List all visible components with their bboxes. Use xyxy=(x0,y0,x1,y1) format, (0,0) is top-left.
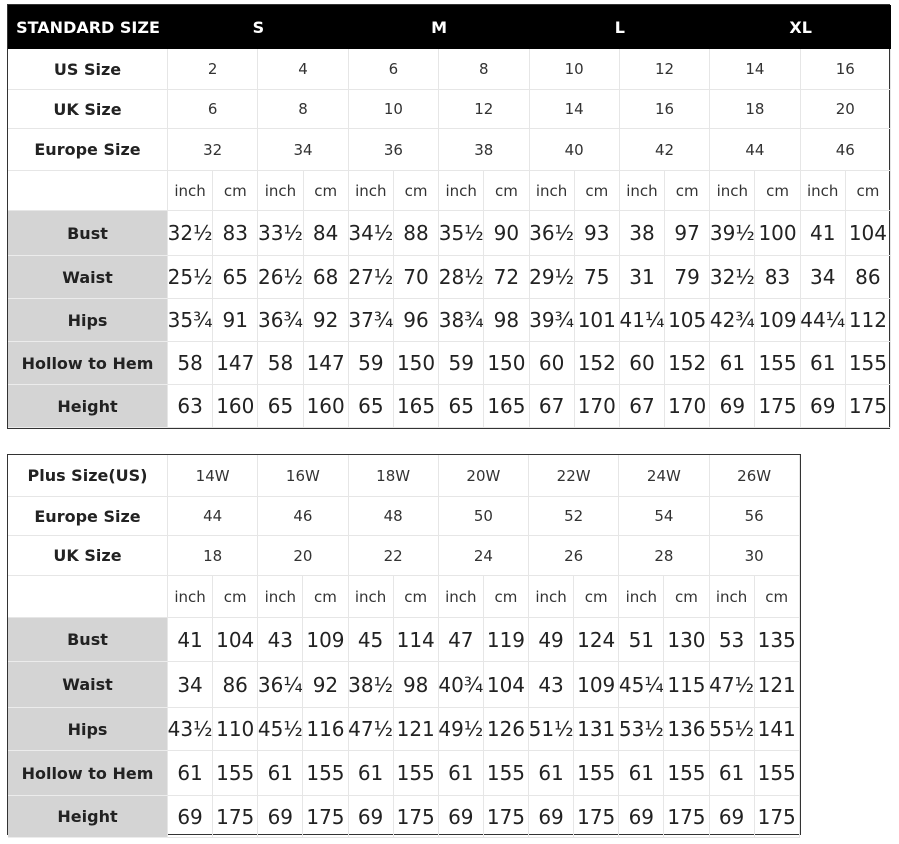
measure-cell: 47½ xyxy=(349,708,394,751)
measure-cell: 155 xyxy=(755,751,800,796)
unit-row-blank xyxy=(8,171,168,211)
unit-cell: cm xyxy=(665,171,710,211)
measure-cell: 175 xyxy=(755,385,800,428)
measure-row-label: Hollow to Hem xyxy=(8,751,168,796)
measure-cell: 61 xyxy=(710,751,755,796)
size-cell: 16W xyxy=(258,455,348,497)
unit-cell: inch xyxy=(349,171,394,211)
standard-size-table xyxy=(7,4,890,429)
measure-cell: 165 xyxy=(484,385,529,428)
measure-cell: 41¼ xyxy=(620,299,665,342)
measure-cell: 160 xyxy=(213,385,258,428)
measure-cell: 61 xyxy=(801,342,846,385)
measure-cell: 28½ xyxy=(439,256,484,299)
measure-cell: 49 xyxy=(529,618,574,662)
unit-cell: inch xyxy=(258,171,303,211)
measure-cell: 175 xyxy=(574,796,619,838)
size-cell: 42 xyxy=(620,129,710,171)
measure-cell: 130 xyxy=(664,618,709,662)
size-group-l: L xyxy=(530,5,711,49)
measure-cell: 65 xyxy=(439,385,484,428)
measure-cell: 68 xyxy=(304,256,349,299)
measure-cell: 43 xyxy=(258,618,303,662)
measure-cell: 47½ xyxy=(710,662,755,708)
measure-cell: 121 xyxy=(394,708,439,751)
size-cell: 32 xyxy=(168,129,258,171)
plus-size-table xyxy=(7,454,801,835)
size-cell: 16 xyxy=(801,49,891,90)
unit-row-blank xyxy=(8,576,168,618)
measure-cell: 69 xyxy=(258,796,303,838)
size-row-label: Europe Size xyxy=(8,497,168,536)
unit-cell: cm xyxy=(575,171,620,211)
measure-cell: 34½ xyxy=(349,211,394,256)
size-cell: 14 xyxy=(530,90,620,129)
size-cell: 20 xyxy=(801,90,891,129)
measure-cell: 67 xyxy=(620,385,665,428)
measure-cell: 150 xyxy=(394,342,439,385)
measure-cell: 58 xyxy=(258,342,303,385)
unit-cell: inch xyxy=(439,171,484,211)
measure-cell: 69 xyxy=(801,385,846,428)
measure-cell: 37¾ xyxy=(349,299,394,342)
measure-cell: 41 xyxy=(801,211,846,256)
measure-cell: 32½ xyxy=(710,256,755,299)
unit-cell: cm xyxy=(484,576,529,618)
measure-cell: 43 xyxy=(529,662,574,708)
size-cell: 4 xyxy=(258,49,348,90)
measure-cell: 61 xyxy=(619,751,664,796)
measure-cell: 116 xyxy=(303,708,348,751)
measure-cell: 70 xyxy=(394,256,439,299)
measure-cell: 98 xyxy=(394,662,439,708)
measure-cell: 175 xyxy=(213,796,258,838)
measure-cell: 155 xyxy=(213,751,258,796)
measure-cell: 141 xyxy=(755,708,800,751)
measure-cell: 112 xyxy=(846,299,891,342)
measure-cell: 39¾ xyxy=(530,299,575,342)
measure-cell: 43½ xyxy=(168,708,213,751)
measure-cell: 84 xyxy=(304,211,349,256)
size-row-label: US Size xyxy=(8,49,168,90)
measure-cell: 34 xyxy=(801,256,846,299)
measure-cell: 31 xyxy=(620,256,665,299)
measure-cell: 86 xyxy=(846,256,891,299)
measure-cell: 175 xyxy=(846,385,891,428)
size-cell: 14 xyxy=(710,49,800,90)
measure-cell: 65 xyxy=(258,385,303,428)
size-group-xl: XL xyxy=(710,5,891,49)
measure-cell: 72 xyxy=(484,256,529,299)
measure-cell: 147 xyxy=(304,342,349,385)
unit-cell: cm xyxy=(394,576,439,618)
unit-cell: inch xyxy=(710,576,755,618)
measure-cell: 101 xyxy=(575,299,620,342)
measure-cell: 55½ xyxy=(710,708,755,751)
size-cell: 44 xyxy=(710,129,800,171)
measure-cell: 51 xyxy=(619,618,664,662)
measure-cell: 147 xyxy=(213,342,258,385)
measure-row-label: Hips xyxy=(8,299,168,342)
unit-cell: inch xyxy=(168,171,213,211)
measure-cell: 90 xyxy=(484,211,529,256)
measure-cell: 131 xyxy=(574,708,619,751)
size-group-s: S xyxy=(168,5,349,49)
measure-cell: 69 xyxy=(710,385,755,428)
measure-cell: 60 xyxy=(620,342,665,385)
measure-cell: 32½ xyxy=(168,211,213,256)
measure-cell: 155 xyxy=(303,751,348,796)
size-cell: 54 xyxy=(619,497,709,536)
measure-cell: 75 xyxy=(575,256,620,299)
measure-cell: 65 xyxy=(349,385,394,428)
measure-cell: 42¾ xyxy=(710,299,755,342)
size-cell: 48 xyxy=(349,497,439,536)
size-cell: 44 xyxy=(168,497,258,536)
measure-cell: 115 xyxy=(664,662,709,708)
measure-cell: 155 xyxy=(484,751,529,796)
measure-cell: 175 xyxy=(664,796,709,838)
measure-cell: 69 xyxy=(349,796,394,838)
measure-cell: 45¼ xyxy=(619,662,664,708)
measure-cell: 155 xyxy=(574,751,619,796)
unit-cell: inch xyxy=(439,576,484,618)
measure-cell: 36¾ xyxy=(258,299,303,342)
measure-cell: 45 xyxy=(349,618,394,662)
unit-cell: cm xyxy=(394,171,439,211)
measure-cell: 33½ xyxy=(258,211,303,256)
measure-cell: 59 xyxy=(439,342,484,385)
size-cell: 22 xyxy=(349,536,439,576)
unit-cell: cm xyxy=(213,171,258,211)
measure-cell: 121 xyxy=(755,662,800,708)
measure-cell: 155 xyxy=(394,751,439,796)
size-cell: 18 xyxy=(168,536,258,576)
measure-cell: 26½ xyxy=(258,256,303,299)
size-cell: 2 xyxy=(168,49,258,90)
size-row-label: UK Size xyxy=(8,536,168,576)
size-row-label: Europe Size xyxy=(8,129,168,171)
measure-cell: 165 xyxy=(394,385,439,428)
measure-cell: 136 xyxy=(664,708,709,751)
size-cell: 24 xyxy=(439,536,529,576)
size-cell: 8 xyxy=(258,90,348,129)
unit-cell: cm xyxy=(304,171,349,211)
unit-cell: cm xyxy=(574,576,619,618)
measure-cell: 124 xyxy=(574,618,619,662)
measure-cell: 97 xyxy=(665,211,710,256)
size-cell: 18W xyxy=(349,455,439,497)
unit-cell: inch xyxy=(710,171,755,211)
measure-cell: 58 xyxy=(168,342,213,385)
measure-cell: 69 xyxy=(439,796,484,838)
measure-cell: 53 xyxy=(710,618,755,662)
unit-cell: cm xyxy=(755,576,800,618)
unit-cell: cm xyxy=(755,171,800,211)
unit-cell: inch xyxy=(801,171,846,211)
measure-cell: 59 xyxy=(349,342,394,385)
size-row-label: UK Size xyxy=(8,90,168,129)
measure-cell: 60 xyxy=(530,342,575,385)
size-cell: 28 xyxy=(619,536,709,576)
measure-cell: 69 xyxy=(529,796,574,838)
measure-cell: 152 xyxy=(665,342,710,385)
measure-cell: 104 xyxy=(484,662,529,708)
size-cell: 18 xyxy=(710,90,800,129)
measure-cell: 40¾ xyxy=(439,662,484,708)
size-cell: 20 xyxy=(258,536,348,576)
measure-cell: 150 xyxy=(484,342,529,385)
size-group-m: M xyxy=(349,5,530,49)
size-cell: 46 xyxy=(801,129,891,171)
unit-cell: inch xyxy=(619,576,664,618)
size-cell: 14W xyxy=(168,455,258,497)
unit-cell: inch xyxy=(620,171,665,211)
measure-cell: 92 xyxy=(303,662,348,708)
measure-cell: 175 xyxy=(484,796,529,838)
measure-cell: 61 xyxy=(258,751,303,796)
measure-cell: 152 xyxy=(575,342,620,385)
size-cell: 22W xyxy=(529,455,619,497)
measure-cell: 45½ xyxy=(258,708,303,751)
measure-cell: 38 xyxy=(620,211,665,256)
measure-cell: 110 xyxy=(213,708,258,751)
measure-cell: 61 xyxy=(168,751,213,796)
measure-cell: 27½ xyxy=(349,256,394,299)
measure-row-label: Height xyxy=(8,796,168,838)
measure-cell: 61 xyxy=(710,342,755,385)
measure-cell: 51½ xyxy=(529,708,574,751)
size-cell: 52 xyxy=(529,497,619,536)
size-cell: 46 xyxy=(258,497,348,536)
measure-cell: 39½ xyxy=(710,211,755,256)
measure-cell: 25½ xyxy=(168,256,213,299)
measure-cell: 29½ xyxy=(530,256,575,299)
size-cell: 26W xyxy=(710,455,800,497)
size-cell: 40 xyxy=(530,129,620,171)
measure-cell: 44¼ xyxy=(801,299,846,342)
measure-cell: 61 xyxy=(349,751,394,796)
measure-row-label: Bust xyxy=(8,618,168,662)
measure-cell: 105 xyxy=(665,299,710,342)
unit-cell: cm xyxy=(303,576,348,618)
size-cell: 26 xyxy=(529,536,619,576)
measure-cell: 91 xyxy=(213,299,258,342)
measure-cell: 175 xyxy=(394,796,439,838)
measure-cell: 175 xyxy=(303,796,348,838)
size-cell: 10 xyxy=(349,90,439,129)
unit-cell: inch xyxy=(258,576,303,618)
size-cell: 36 xyxy=(349,129,439,171)
measure-cell: 61 xyxy=(439,751,484,796)
measure-cell: 38½ xyxy=(349,662,394,708)
size-cell: 16 xyxy=(620,90,710,129)
measure-cell: 47 xyxy=(439,618,484,662)
measure-cell: 61 xyxy=(529,751,574,796)
measure-cell: 69 xyxy=(168,796,213,838)
measure-cell: 36¼ xyxy=(258,662,303,708)
unit-cell: cm xyxy=(846,171,891,211)
measure-cell: 34 xyxy=(168,662,213,708)
measure-cell: 100 xyxy=(755,211,800,256)
measure-cell: 49½ xyxy=(439,708,484,751)
measure-cell: 93 xyxy=(575,211,620,256)
unit-cell: cm xyxy=(213,576,258,618)
unit-cell: inch xyxy=(168,576,213,618)
measure-cell: 79 xyxy=(665,256,710,299)
measure-cell: 86 xyxy=(213,662,258,708)
measure-row-label: Height xyxy=(8,385,168,428)
size-cell: 50 xyxy=(439,497,529,536)
measure-cell: 109 xyxy=(574,662,619,708)
size-cell: 6 xyxy=(349,49,439,90)
measure-cell: 104 xyxy=(213,618,258,662)
size-cell: 56 xyxy=(710,497,800,536)
measure-cell: 35½ xyxy=(439,211,484,256)
measure-cell: 41 xyxy=(168,618,213,662)
measure-cell: 63 xyxy=(168,385,213,428)
size-cell: 30 xyxy=(710,536,800,576)
size-cell: 12 xyxy=(439,90,529,129)
measure-cell: 38¾ xyxy=(439,299,484,342)
measure-cell: 104 xyxy=(846,211,891,256)
size-cell: 24W xyxy=(619,455,709,497)
measure-cell: 114 xyxy=(394,618,439,662)
measure-cell: 175 xyxy=(755,796,800,838)
measure-cell: 109 xyxy=(755,299,800,342)
unit-cell: cm xyxy=(484,171,529,211)
measure-cell: 96 xyxy=(394,299,439,342)
measure-cell: 98 xyxy=(484,299,529,342)
measure-cell: 88 xyxy=(394,211,439,256)
measure-cell: 69 xyxy=(710,796,755,838)
size-cell: 8 xyxy=(439,49,529,90)
size-cell: 6 xyxy=(168,90,258,129)
size-cell: 38 xyxy=(439,129,529,171)
measure-cell: 83 xyxy=(213,211,258,256)
measure-cell: 126 xyxy=(484,708,529,751)
measure-cell: 155 xyxy=(664,751,709,796)
measure-row-label: Bust xyxy=(8,211,168,256)
measure-cell: 155 xyxy=(755,342,800,385)
measure-cell: 36½ xyxy=(530,211,575,256)
standard-size-header-label: STANDARD SIZE xyxy=(8,5,168,49)
measure-row-label: Waist xyxy=(8,256,168,299)
measure-cell: 67 xyxy=(530,385,575,428)
unit-cell: inch xyxy=(349,576,394,618)
measure-row-label: Hips xyxy=(8,708,168,751)
size-row-label: Plus Size(US) xyxy=(8,455,168,497)
size-cell: 20W xyxy=(439,455,529,497)
measure-cell: 119 xyxy=(484,618,529,662)
size-cell: 34 xyxy=(258,129,348,171)
measure-cell: 160 xyxy=(304,385,349,428)
size-cell: 12 xyxy=(620,49,710,90)
measure-cell: 69 xyxy=(619,796,664,838)
measure-row-label: Waist xyxy=(8,662,168,708)
measure-row-label: Hollow to Hem xyxy=(8,342,168,385)
size-cell: 10 xyxy=(530,49,620,90)
measure-cell: 65 xyxy=(213,256,258,299)
measure-cell: 35¾ xyxy=(168,299,213,342)
measure-cell: 155 xyxy=(846,342,891,385)
measure-cell: 170 xyxy=(665,385,710,428)
measure-cell: 83 xyxy=(755,256,800,299)
measure-cell: 92 xyxy=(304,299,349,342)
measure-cell: 170 xyxy=(575,385,620,428)
unit-cell: inch xyxy=(529,576,574,618)
measure-cell: 109 xyxy=(303,618,348,662)
measure-cell: 135 xyxy=(755,618,800,662)
measure-cell: 53½ xyxy=(619,708,664,751)
unit-cell: inch xyxy=(530,171,575,211)
unit-cell: cm xyxy=(664,576,709,618)
